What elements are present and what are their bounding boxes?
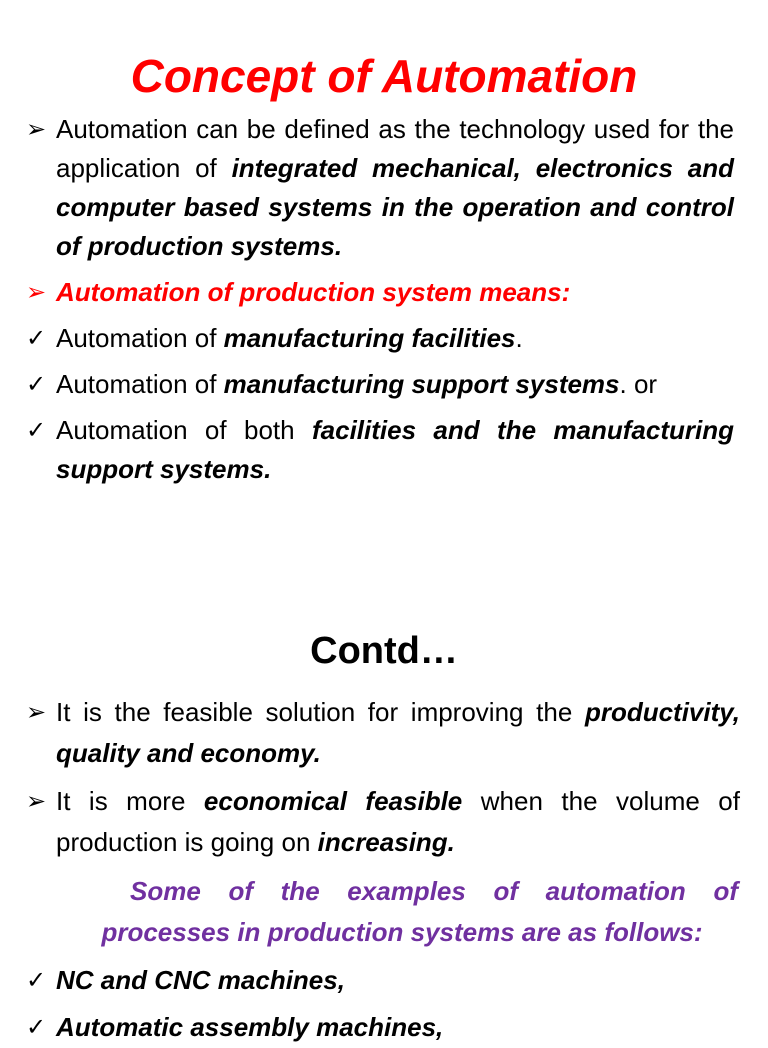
check-item-suffix: . or bbox=[619, 369, 658, 399]
check-mark-icon: ✓ bbox=[26, 417, 47, 444]
check-item-emphasis: manufacturing support systems bbox=[223, 369, 620, 399]
check-item-emphasis: facilities and the manufacturing support systems. bbox=[56, 415, 734, 484]
arrow-bullet-icon: ➢ bbox=[26, 788, 47, 815]
arrow-bullet-icon: ➢ bbox=[26, 699, 47, 726]
example-text: Automatic assembly machines, bbox=[56, 1012, 444, 1042]
slide-contd bbox=[0, 560, 768, 1042]
point-prefix: It is the feasible solution for improving the bbox=[56, 697, 585, 727]
example-item bbox=[0, 960, 768, 1001]
check-item-suffix: . bbox=[515, 323, 523, 353]
point-emphasis-2: increasing. bbox=[317, 827, 455, 857]
point-middle: when the volume of production is going on bbox=[56, 786, 740, 857]
example-item bbox=[0, 1007, 768, 1048]
check-item bbox=[0, 319, 768, 358]
means-bullet bbox=[0, 273, 768, 312]
arrow-bullet-icon: ➢ bbox=[26, 279, 47, 306]
check-item-emphasis: manufacturing facilities bbox=[223, 323, 516, 353]
example-text: NC and CNC machines, bbox=[56, 965, 345, 995]
point-emphasis: productivity, quality and economy. bbox=[56, 697, 740, 768]
point-prefix: It is more bbox=[56, 786, 204, 816]
point-emphasis: economical feasible bbox=[203, 786, 463, 816]
slide-title: Concept of Automation bbox=[130, 50, 638, 102]
check-item-prefix: Automation of bbox=[56, 369, 224, 399]
point-bullet bbox=[0, 692, 768, 774]
check-item bbox=[0, 411, 768, 489]
check-mark-icon: ✓ bbox=[26, 1014, 47, 1041]
definition-text: Automation can be defined as the technology used for the application of bbox=[56, 114, 734, 183]
means-text: Automation of production system means: bbox=[56, 277, 571, 307]
check-item-prefix: Automation of both bbox=[56, 415, 312, 445]
point-bullet bbox=[0, 781, 768, 863]
definition-emphasis: integrated mechanical, electronics and computer based systems in the operation and control of production systems. bbox=[56, 153, 734, 261]
check-mark-icon: ✓ bbox=[26, 371, 47, 398]
arrow-bullet-icon: ➢ bbox=[26, 116, 47, 143]
check-mark-icon: ✓ bbox=[26, 967, 47, 994]
check-mark-icon: ✓ bbox=[26, 325, 47, 352]
check-item bbox=[0, 365, 768, 404]
slide-title: Contd… bbox=[310, 630, 458, 672]
definition-bullet bbox=[0, 110, 768, 266]
check-item-prefix: Automation of bbox=[56, 323, 224, 353]
examples-intro: Some of the examples of automation of processes in production systems are as follows: bbox=[101, 876, 738, 947]
